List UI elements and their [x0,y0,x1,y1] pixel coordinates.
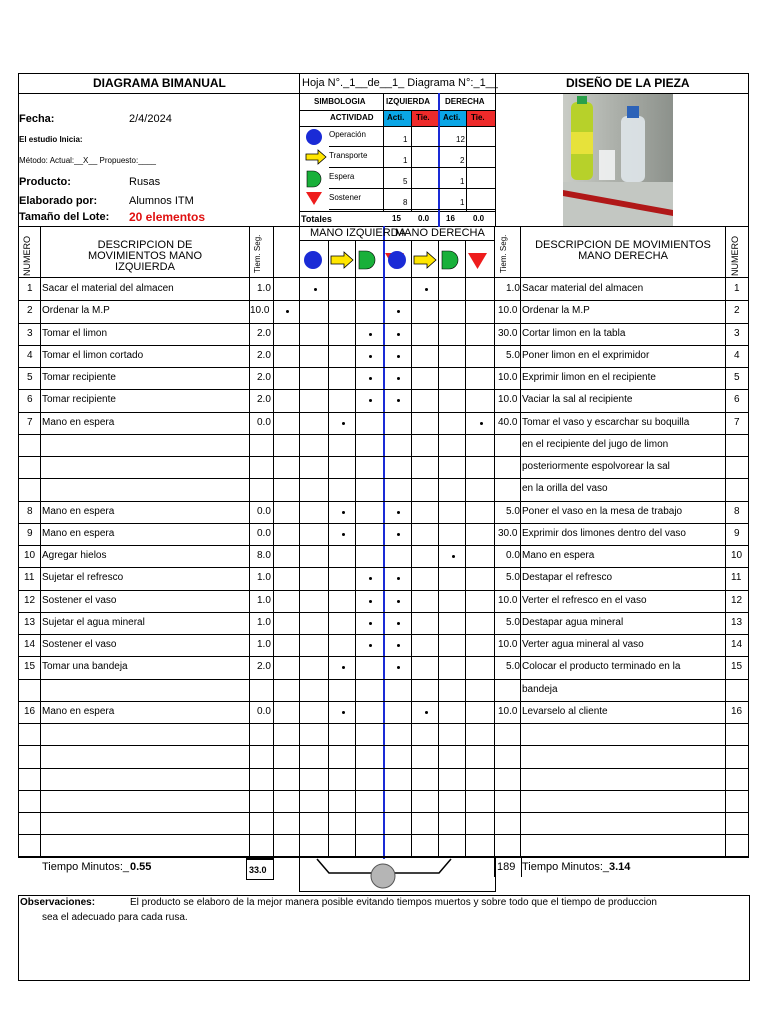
row-desc-right: en el recipiente del jugo de limon [522,439,669,450]
legend-izq-act: 1 [403,156,408,165]
row-number-left: 10 [24,550,36,561]
row-number-right: 7 [734,417,740,428]
right-hand-mark [397,644,400,647]
row-desc-right: Cortar limon en la tabla [522,328,626,339]
legend-der-act: 1 [460,177,465,186]
row-number-left: 12 [24,595,36,606]
row-time-left: 2.0 [257,350,271,361]
row-desc-right: Verter el refresco en el vaso [522,595,647,606]
row-number-left: 13 [24,617,36,628]
left-hand-mark [369,399,372,402]
left-hand-mark [369,622,372,625]
row-time-left: 0.0 [257,417,271,428]
row-time-left: 0.0 [257,528,271,539]
row-desc-left: Tomar el limon cortado [42,350,144,361]
tiem-header-right: Tiem. Seg. [499,234,508,273]
row-desc-right: bandeja [522,684,558,695]
legend-symbols [303,127,329,211]
row-time-right: 5.0 [506,661,520,672]
sum-der: 189 [497,861,516,873]
row-desc-left: Tomar recipiente [42,394,116,405]
row-time-right: 10.0 [498,639,518,650]
right-hand-mark [397,377,400,380]
tiempo-izq-label: Tiempo Minutos:_ [42,861,130,873]
tiem-header-left: Tiem. Seg. [253,234,262,273]
row-number-left: 14 [24,639,36,650]
column-symbols [299,241,495,277]
derecha-label: DERECHA [445,97,485,106]
legend-label: Operación [329,130,366,139]
operation-icon [304,251,322,269]
lote-label: Tamaño del Lote: [19,211,110,223]
numero-header-right: NUMERO [730,236,740,276]
row-time-right: 30.0 [498,528,518,539]
row-desc-left: Mano en espera [42,528,115,539]
right-hand-mark [397,511,400,514]
wait-icon [442,251,458,269]
row-time-left: 1.0 [257,617,271,628]
row-time-left: 1.0 [257,283,271,294]
hold-icon [306,192,322,205]
row-desc-left: Tomar el limon [42,328,108,339]
row-number-left: 3 [27,328,33,339]
row-desc-right: Exprimir dos limones dentro del vaso [522,528,686,539]
right-hand-mark [480,422,483,425]
row-number-right: 2 [734,305,740,316]
act-header-der: Acti. [443,113,461,122]
elaborado-value: Alumnos ITM [129,195,194,207]
row-time-right: 5.0 [506,572,520,583]
row-desc-right: Verter agua mineral al vaso [522,639,644,650]
row-number-left: 1 [27,283,33,294]
legend-der-act: 12 [456,135,465,144]
numero-header-left: NUMERO [22,236,32,276]
right-hand-mark [397,666,400,669]
total-der-tie: 0.0 [473,214,485,223]
hoja-label: Hoja N°._1__de__1_ Diagrama N°:_1__ [302,77,498,89]
desc-der-header: DESCRIPCION DE MOVIMIENTOS MANO DERECHA [535,239,711,262]
operation-icon [388,251,406,269]
row-time-right: 40.0 [498,417,518,428]
row-desc-right: en la orilla del vaso [522,483,608,494]
totales-label: Totales [301,214,332,224]
row-number-left: 6 [27,394,33,405]
diseno-label: DISEÑO DE LA PIEZA [566,76,690,90]
sum-izq: 33.0 [249,865,267,875]
row-number-left: 9 [27,528,33,539]
row-time-left: 10.0 [250,305,270,316]
left-hand-mark [286,310,289,313]
fecha-value: 2/4/2024 [129,113,172,125]
legend-label: Espera [329,172,355,181]
row-time-right: 1.0 [506,283,520,294]
lote-value: 20 elementos [129,210,206,224]
row-number-right: 12 [731,595,743,606]
row-desc-left: Sujetar el agua mineral [42,617,145,628]
row-number-right: 14 [731,639,743,650]
producto-label: Producto: [19,176,71,188]
row-desc-right: Vaciar la sal al recipiente [522,394,633,405]
row-time-left: 1.0 [257,639,271,650]
total-izq-act: 15 [392,214,401,223]
mano-izq-header: MANO IZQUIERDA [310,227,406,239]
row-number-left: 8 [27,506,33,517]
act-header-izq: Acti. [387,113,405,122]
row-desc-left: Sacar el material del almacen [42,283,174,294]
row-desc-left: Ordenar la M.P [42,305,110,316]
total-izq-tie: 0.0 [418,214,430,223]
row-desc-left: Mano en espera [42,417,115,428]
row-desc-right: posteriormente espolvorear la sal [522,461,670,472]
row-time-left: 1.0 [257,595,271,606]
row-desc-left: Mano en espera [42,506,115,517]
right-hand-mark [397,399,400,402]
row-time-right: 5.0 [506,350,520,361]
row-number-right: 15 [731,661,743,672]
left-hand-mark [369,577,372,580]
legend-der-act: 2 [460,156,465,165]
row-desc-right: Destapar agua mineral [522,617,624,628]
row-number-right: 9 [734,528,740,539]
simbologia-label: SIMBOLOGIA [314,97,366,106]
row-time-right: 30.0 [498,328,518,339]
fecha-label: Fecha: [19,113,55,125]
row-desc-left: Tomar recipiente [42,372,116,383]
legend-izq-act: 5 [403,177,408,186]
row-time-left: 2.0 [257,328,271,339]
row-number-right: 3 [734,328,740,339]
row-time-right: 5.0 [506,506,520,517]
wait-icon [307,171,321,187]
metodo-label: Método: Actual:__X__ Propuesto:____ [19,156,156,165]
tiempo-izq-value: 0.55 [130,861,152,873]
left-hand-mark [342,511,345,514]
row-desc-left: Agregar hielos [42,550,107,561]
tiempo-der-label: Tiempo Minutos:_ [522,861,610,873]
row-number-right: 16 [731,706,743,717]
right-hand-mark [397,600,400,603]
row-time-left: 2.0 [257,394,271,405]
row-desc-right: Tomar el vaso y escarchar su boquilla [522,417,690,428]
left-hand-mark [369,333,372,336]
row-time-right: 10.0 [498,706,518,717]
row-time-left: 2.0 [257,372,271,383]
right-hand-mark [397,355,400,358]
form-title: DIAGRAMA BIMANUAL [93,76,226,90]
row-desc-right: Sacar material del almacen [522,283,644,294]
left-hand-mark [342,422,345,425]
row-time-left: 0.0 [257,506,271,517]
right-hand-mark [397,622,400,625]
row-number-right: 11 [731,572,742,583]
row-number-right: 4 [734,350,740,361]
actividad-label: ACTIVIDAD [330,113,374,122]
row-number-left: 2 [27,305,33,316]
row-desc-left: Mano en espera [42,706,115,717]
right-hand-mark [397,577,400,580]
row-desc-right: Ordenar la M.P [522,305,590,316]
row-time-right: 0.0 [506,550,520,561]
left-hand-mark [369,600,372,603]
row-number-right: 5 [734,372,740,383]
row-number-left: 5 [27,372,33,383]
right-hand-mark [452,555,455,558]
left-hand-mark [342,666,345,669]
left-hand-mark [369,355,372,358]
row-desc-left: Sostener el vaso [42,639,117,650]
row-number-right: 13 [731,617,743,628]
left-hand-mark [342,533,345,536]
row-time-left: 0.0 [257,706,271,717]
legend-izq-act: 1 [403,135,408,144]
row-time-right: 10.0 [498,595,518,606]
row-number-left: 16 [24,706,36,717]
operation-icon [306,129,322,145]
tie-header-der: Tie. [471,113,485,122]
row-number-right: 10 [731,550,743,561]
hold-icon [468,253,487,269]
row-desc-right: Exprimir limon en el recipiente [522,372,656,383]
legend-label: Transporte [329,151,368,160]
row-number-left: 15 [24,661,36,672]
tray-icon [299,857,495,891]
observaciones-label: Observaciones: [20,897,96,908]
row-desc-left: Tomar una bandeja [42,661,128,672]
left-hand-mark [369,377,372,380]
legend-izq-act: 8 [403,198,408,207]
row-number-right: 8 [734,506,740,517]
left-hand-mark [342,711,345,714]
left-hand-mark [369,644,372,647]
row-number-right: 6 [734,394,740,405]
tie-header-izq: Tie. [416,113,430,122]
row-desc-left: Sujetar el refresco [42,572,124,583]
total-der-act: 16 [446,214,455,223]
right-hand-mark [397,333,400,336]
row-desc-right: Poner el vaso en la mesa de trabajo [522,506,683,517]
legend-der-act: 1 [460,198,465,207]
product-photo [563,94,673,226]
right-hand-mark [397,310,400,313]
row-desc-left: Sostener el vaso [42,595,117,606]
row-desc-right: Mano en espera [522,550,595,561]
row-time-left: 8.0 [257,550,271,561]
row-desc-right: Poner limon en el exprimidor [522,350,650,361]
izquierda-label: IZQUIERDA [386,97,430,106]
row-time-right: 10.0 [498,305,518,316]
transport-icon [306,150,326,164]
observaciones-line1: El producto se elaboro de la mejor manera posible evitando tiempos muertos y sobre todo que el tiempo de produccion [130,897,657,908]
right-hand-mark [397,533,400,536]
row-desc-right: Colocar el producto terminado en la [522,661,681,672]
estudio-label: El estudio Inicia: [19,135,83,144]
row-number-left: 11 [24,572,35,583]
observaciones-line2: sea el adecuado para cada rusa. [42,912,188,923]
row-number-left: 4 [27,350,33,361]
row-number-right: 1 [734,283,740,294]
desc-izq-header: DESCRIPCION DE MOVIMIENTOS MANO IZQUIERDA [87,239,203,273]
row-desc-right: Destapar el refresco [522,572,613,583]
row-time-right: 5.0 [506,617,520,628]
legend-label: Sostener [329,193,362,202]
row-time-left: 2.0 [257,661,271,672]
tiempo-der-value: 3.14 [609,861,631,873]
wait-icon [359,251,375,269]
transport-icon [414,252,436,268]
row-number-left: 7 [27,417,33,428]
row-time-left: 1.0 [257,572,271,583]
right-hand-mark [425,711,428,714]
row-desc-right: Levarselo al cliente [522,706,608,717]
mano-der-header: MANO DERECHA [395,227,485,239]
row-time-right: 10.0 [498,372,518,383]
left-hand-mark [314,288,317,291]
producto-value: Rusas [129,176,161,188]
row-time-right: 10.0 [498,394,518,405]
elaborado-label: Elaborado por: [19,195,98,207]
transport-icon [331,252,353,268]
right-hand-mark [425,288,428,291]
